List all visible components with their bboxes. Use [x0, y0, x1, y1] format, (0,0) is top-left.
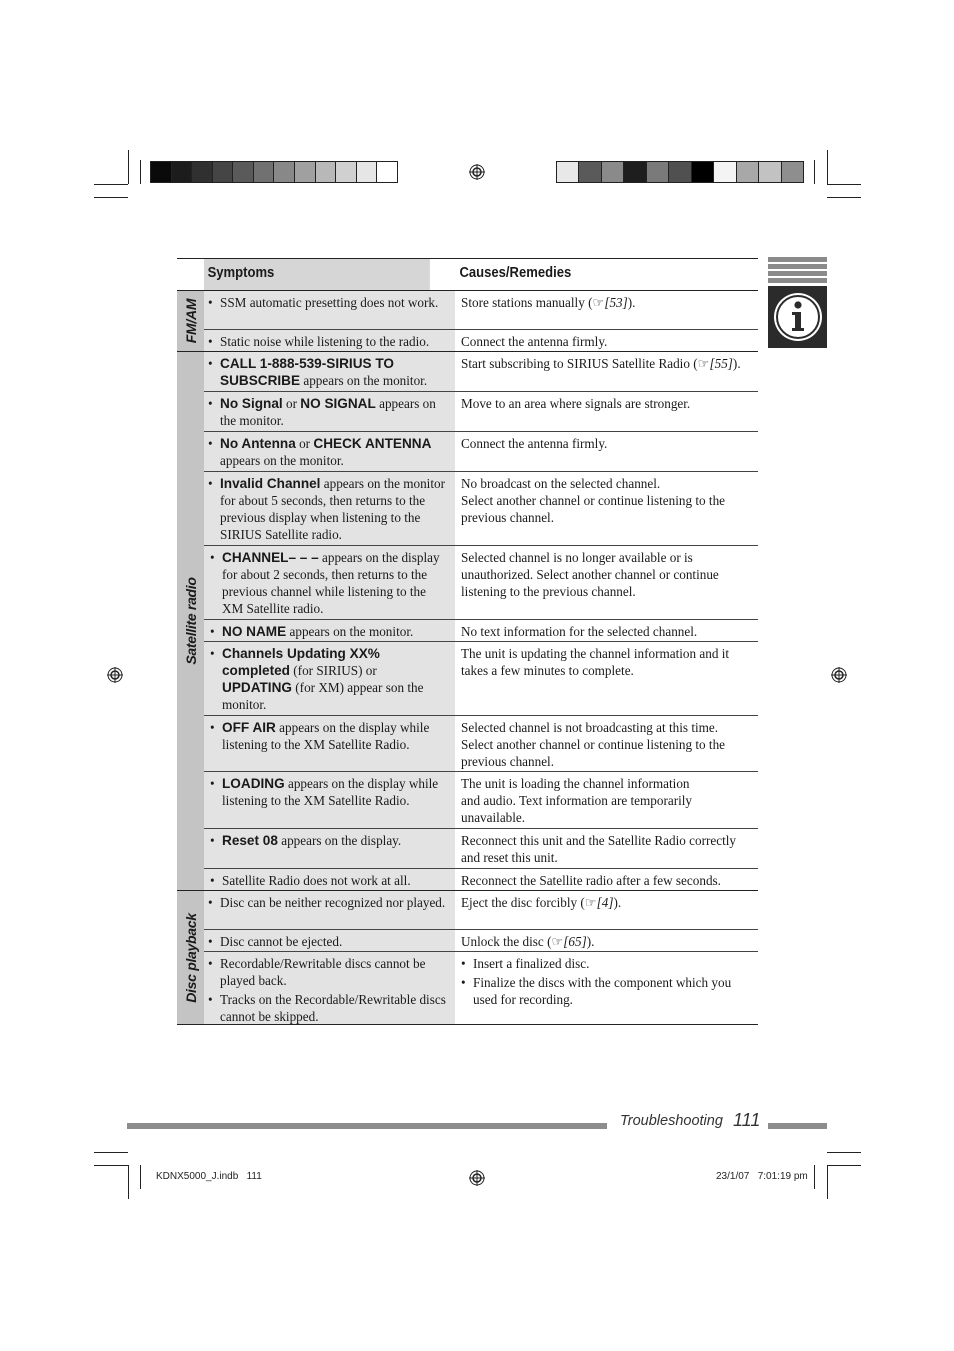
remedy-text: Finalize the discs with the component which you used for recording. [473, 975, 732, 1007]
crop-mark [827, 1152, 861, 1153]
remedy-text: Reconnect this unit and the Satellite Radio correctly and reset this unit. [461, 833, 737, 865]
registration-mark-icon [107, 667, 123, 683]
symptom-text: Satellite Radio does not work at all. [222, 873, 411, 888]
grayscale-bar-right [556, 161, 804, 183]
category-label: FM/AM [182, 298, 199, 344]
symptom-text: Recordable/Rewritable discs cannot be played back. [220, 956, 426, 988]
remedy-text: Move to an area where signals are stronger. [461, 396, 691, 411]
remedy-text: No text information for the selected channel. [461, 624, 698, 639]
symptom-text: Tracks on the Recordable/Rewritable discs cannot be skipped. [220, 992, 446, 1024]
table-row: • OFF AIR appears on the display while listening to the XM Satellite Radio. Selected channel is not broadcasting at this time. Select another channel or continue listening to the previous channel. [204, 716, 758, 772]
symptom-text: Disc cannot be ejected. [220, 934, 343, 949]
group-fm-am [177, 291, 758, 352]
remedy-text: Selected channel is no longer available or is unauthorized. Select another channel or continue listening to the previous channel. [461, 550, 719, 599]
crop-mark [94, 184, 128, 185]
crop-mark [140, 160, 141, 184]
crop-mark [827, 1165, 861, 1166]
info-tab [768, 286, 827, 348]
print-timestamp: 23/1/07 7:01:19 pm [716, 1171, 808, 1182]
table-row: • Disc can be neither recognized nor played. Eject the disc forcibly (☞[4]). [204, 891, 758, 930]
table-row: • Reset 08 appears on the display. Reconnect this unit and the Satellite Radio correctly and reset this unit. [204, 829, 758, 869]
table-row: • Invalid Channel appears on the monitor for about 5 seconds, then returns to the previous display when listening to the SIRIUS Satellite radio. No broadcast on the selected channel. Select another channel or continue listening to the previous channel. [204, 472, 758, 546]
grayscale-bar-left [150, 161, 398, 183]
crop-mark [827, 1165, 828, 1199]
crop-mark [827, 197, 861, 198]
registration-mark-icon [831, 667, 847, 683]
book-reference-icon: ☞ [584, 895, 597, 910]
crop-mark [128, 1165, 129, 1199]
category-label: Satellite radio [182, 577, 199, 665]
table-row: • Static noise while listening to the radio. Connect the antenna firmly. [204, 330, 758, 351]
book-reference-icon: ☞ [592, 295, 605, 310]
table-row: • Recordable/Rewritable discs cannot be played back. • Tracks on the Recordable/Rewritable discs cannot be skipped. • Insert a finalized disc. • Finalize the discs with the component which you used for recording. [204, 952, 758, 1024]
crop-mark [94, 1165, 128, 1166]
table-row: • Disc cannot be ejected. Unlock the disc (☞[65]). [204, 930, 758, 952]
crop-mark [827, 184, 861, 185]
header-causes-remedies: Causes/Remedies [459, 265, 572, 281]
table-row: • Channels Updating XX% completed (for SIRIUS) or UPDATING (for XM) appear son the monitor. The unit is updating the channel information and it takes a few minutes to complete. [204, 642, 758, 716]
crop-mark [814, 160, 815, 184]
crop-mark [827, 150, 828, 184]
crop-mark [814, 1165, 815, 1189]
table-row: • NO NAME appears on the monitor. No text information for the selected channel. [204, 620, 758, 642]
symptom-text: Disc can be neither recognized nor played. [220, 895, 446, 910]
section-tab-stripes [768, 257, 827, 285]
remedy-text: Selected channel is not broadcasting at this time. Select another channel or continue listening to the previous channel. [461, 720, 726, 769]
book-reference-icon: ☞ [551, 934, 564, 949]
table-row: • CHANNEL– – – appears on the display for about 2 seconds, then returns to the previous channel while listening to the XM Satellite radio. Selected channel is no longer available or is unauthorized. Select another channel or continue listening to the previous channel. [204, 546, 758, 620]
table-row: • SSM automatic presetting does not work. Store stations manually (☞[53]). [204, 291, 758, 330]
file-slug: KDNX5000_J.indb 111 [156, 1171, 262, 1182]
symptom-text: Static noise while listening to the radio. [220, 334, 430, 349]
remedy-text: Connect the antenna firmly. [461, 436, 608, 451]
crop-mark [94, 197, 128, 198]
page-number: 111 [733, 1110, 761, 1130]
crop-mark [128, 150, 129, 184]
crop-mark [140, 1165, 141, 1189]
registration-mark-icon [469, 1170, 485, 1186]
table-row: • CALL 1-888-539-SIRIUS TO SUBSCRIBE appears on the monitor. Start subscribing to SIRIUS Satellite Radio (☞[55]). [204, 352, 758, 392]
footer-rule-right [768, 1123, 827, 1129]
remedy-text: Connect the antenna firmly. [461, 334, 608, 349]
table-row: • Satellite Radio does not work at all. Reconnect the Satellite radio after a few seconds. [204, 869, 758, 890]
group-satellite-radio [177, 352, 758, 891]
info-icon [771, 290, 825, 344]
table-row: • No Signal or NO SIGNAL appears on the monitor. Move to an area where signals are stronger. [204, 392, 758, 432]
table-row: • LOADING appears on the display while listening to the XM Satellite Radio. The unit is loading the channel information and audio. Text information are temporarily unavailable. [204, 772, 758, 829]
category-label: Disc playback [182, 912, 199, 1003]
footer-section-title: Troubleshooting [620, 1113, 723, 1129]
book-reference-icon: ☞ [697, 356, 710, 371]
symptom-text: SSM automatic presetting does not work. [220, 295, 439, 310]
group-disc-playback [177, 891, 758, 1025]
troubleshooting-table [177, 258, 758, 1025]
remedy-text: The unit is updating the channel information and it takes a few minutes to complete. [461, 646, 730, 678]
table-row: • No Antenna or CHECK ANTENNA appears on the monitor. Connect the antenna firmly. [204, 432, 758, 472]
header-symptoms: Symptoms [204, 259, 430, 290]
remedy-text: Insert a finalized disc. [473, 956, 590, 971]
registration-mark-icon [469, 164, 485, 180]
table-header [177, 258, 758, 291]
footer-rule-left [127, 1123, 607, 1129]
remedy-text: Reconnect the Satellite radio after a few seconds. [461, 873, 721, 888]
crop-mark [94, 1152, 128, 1153]
